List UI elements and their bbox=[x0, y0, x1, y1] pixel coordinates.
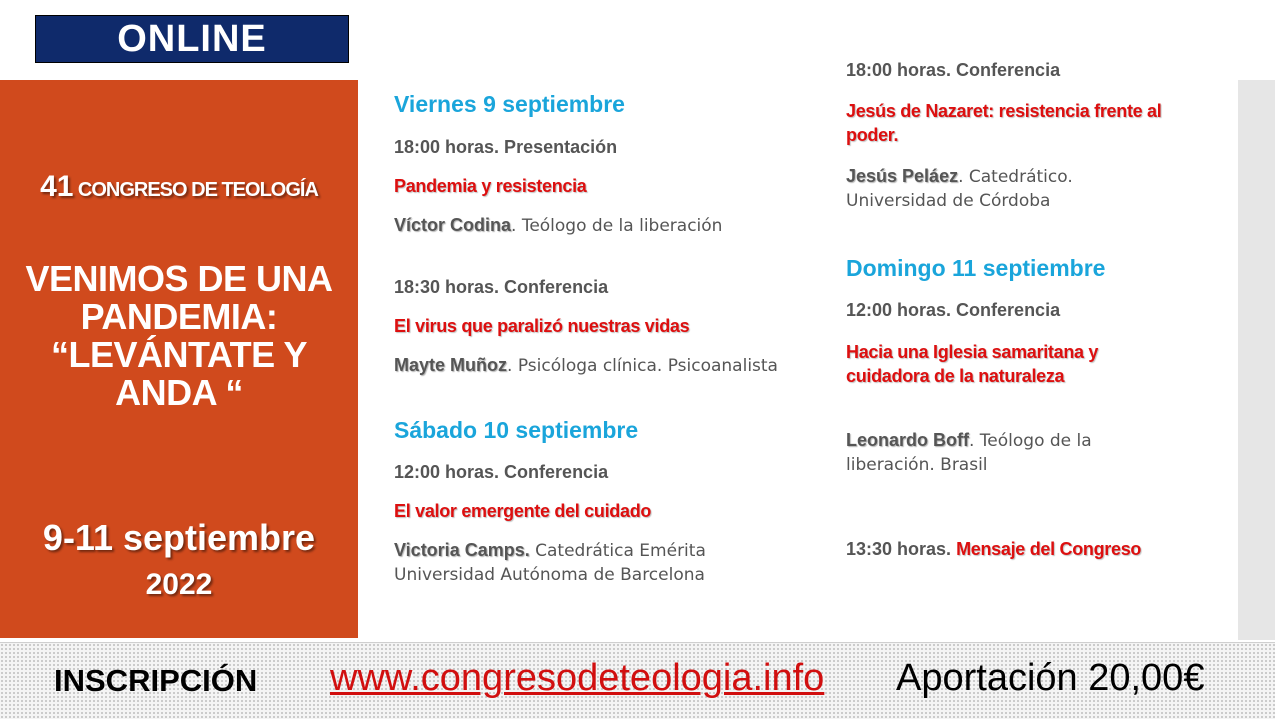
day-heading-sunday: Domingo 11 septiembre bbox=[846, 255, 1106, 281]
session-title: Pandemia y resistencia bbox=[394, 176, 587, 196]
day-heading-saturday: Sábado 10 septiembre bbox=[394, 417, 639, 443]
congress-heading bbox=[0, 170, 358, 204]
session-time: 12:00 horas. Conferencia bbox=[846, 300, 1061, 320]
session-time: 18:30 horas. Conferencia bbox=[394, 277, 609, 297]
congress-text: CONGRESO DE TEOLOGÍA bbox=[77, 179, 318, 201]
session-title: Jesús de Nazaret: resistencia frente al poder. bbox=[846, 101, 1162, 145]
congress-panel bbox=[0, 80, 358, 638]
session-speaker bbox=[394, 538, 754, 587]
closing-time: 13:30 horas. bbox=[846, 539, 952, 559]
session-title: El virus que paralizó nuestras vidas bbox=[394, 316, 690, 336]
session-time: 18:00 horas. Conferencia bbox=[846, 60, 1061, 80]
session-time: 18:00 horas. Presentación bbox=[394, 137, 618, 157]
session-speaker bbox=[394, 213, 814, 238]
footer-bar bbox=[0, 642, 1275, 719]
session-title: El valor emergente del cuidado bbox=[394, 501, 652, 521]
closing-session bbox=[846, 537, 1141, 561]
online-badge: ONLINE bbox=[35, 15, 349, 63]
session-speaker bbox=[846, 164, 1106, 213]
speaker-role: Catedrática Emérita Universidad Autónoma de Barcelona bbox=[394, 541, 706, 585]
speaker-role: . Teólogo de la liberación bbox=[511, 216, 723, 236]
session-title: Hacia una Iglesia samaritana y cuidadora de la naturaleza bbox=[846, 342, 1099, 386]
speaker-name: Leonardo Boff bbox=[846, 430, 969, 450]
speaker-role: . Teólogo de la liberación. Brasil bbox=[846, 431, 1092, 475]
session-speaker bbox=[394, 353, 824, 378]
decorative-strip bbox=[1238, 80, 1275, 640]
speaker-name: Victoria Camps. bbox=[394, 540, 530, 560]
speaker-name: Mayte Muñoz bbox=[394, 355, 508, 375]
registration-link[interactable]: www.congresodeteologia.info bbox=[330, 657, 825, 699]
registration-label: INSCRIPCIÓN bbox=[54, 663, 258, 698]
congress-dates: 9-11 septiembre bbox=[42, 517, 316, 558]
session-time: 12:00 horas. Conferencia bbox=[394, 462, 609, 482]
speaker-role: . Catedrático. Universidad de Córdoba bbox=[846, 167, 1073, 211]
congress-title: VENIMOS DE UNA PANDEMIA: “LEVÁNTATE Y ANDA “ bbox=[25, 258, 333, 413]
congress-number: 41 bbox=[40, 170, 74, 203]
speaker-name: Víctor Codina bbox=[394, 215, 512, 235]
speaker-name: Jesús Peláez bbox=[846, 166, 959, 186]
registration-price: Aportación 20,00€ bbox=[896, 657, 1205, 699]
congress-year: 2022 bbox=[145, 568, 213, 601]
speaker-role: . Psicóloga clínica. Psicoanalista bbox=[507, 356, 778, 376]
session-speaker bbox=[846, 428, 1136, 477]
day-heading-friday: Viernes 9 septiembre bbox=[394, 91, 625, 117]
closing-title: Mensaje del Congreso bbox=[956, 539, 1142, 559]
